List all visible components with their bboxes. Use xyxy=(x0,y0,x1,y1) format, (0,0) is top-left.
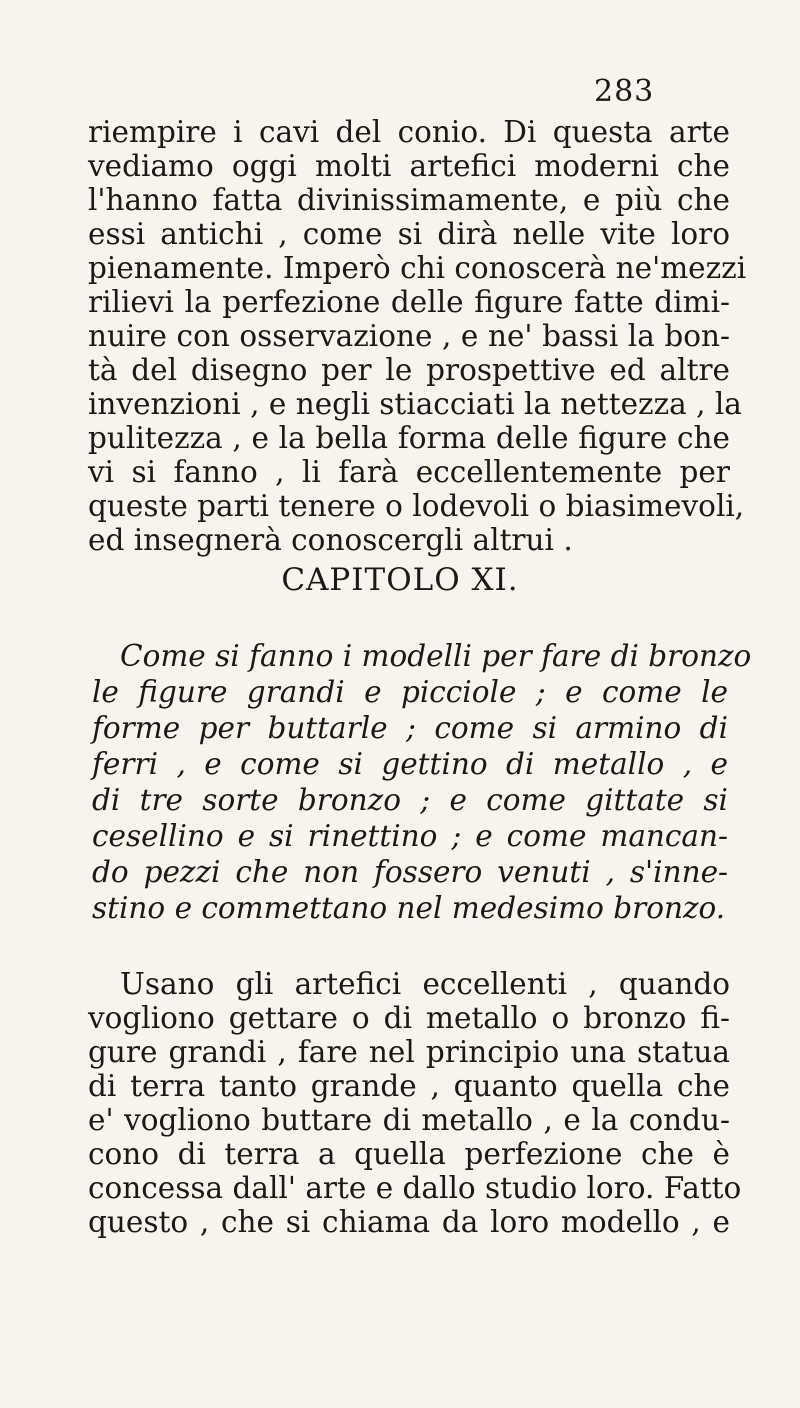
text-line: cono di terra a quella perfezione che è xyxy=(88,1137,730,1171)
text-line: vediamo oggi molti artefici moderni che xyxy=(88,149,730,183)
text-line: invenzioni , e negli stiacciati la nettezza , la xyxy=(88,387,742,421)
text-line: Usano gli artefici eccellenti , quando xyxy=(120,967,730,1001)
chapter-title-line: Come si fanno i modelli per fare di bronzo xyxy=(120,639,752,673)
text-line: ed insegnerà conoscergli altrui . xyxy=(88,523,573,557)
text-line: nuire con osservazione , e ne' bassi la bon- xyxy=(88,319,730,353)
text-line: pulitezza , e la bella forma delle figure che xyxy=(88,421,730,455)
page-number: 283 xyxy=(594,74,655,109)
chapter-title-line: cesellino e si rinettino ; e come mancan- xyxy=(92,819,728,853)
text-line: riempire i cavi del conio. Di questa arte xyxy=(88,115,730,149)
text-line: pienamente. Imperò chi conoscerà ne'mezzi xyxy=(88,251,747,285)
chapter-title-line: do pezzi che non fossero venuti , s'inne- xyxy=(92,855,728,889)
text-line: queste parti tenere o lodevoli o biasimevoli, xyxy=(88,489,745,523)
text-line: questo , che si chiama da loro modello , e xyxy=(88,1205,730,1239)
text-line: di terra tanto grande , quanto quella che xyxy=(88,1069,730,1103)
text-line: l'hanno fatta divinissimamente, e più che xyxy=(88,183,730,217)
text-line: tà del disegno per le prospettive ed altre xyxy=(88,353,730,387)
chapter-title-line: ferri , e come si gettino di metallo , e xyxy=(92,747,728,781)
text-line: vogliono gettare o di metallo o bronzo fi- xyxy=(88,1001,730,1035)
chapter-title-line: forme per buttarle ; come si armino di xyxy=(92,711,728,745)
text-line: gure grandi , fare nel principio una statua xyxy=(88,1035,730,1069)
text-line: essi antichi , come si dirà nelle vite loro xyxy=(88,217,730,251)
text-line: e' vogliono buttare di metallo , e la condu- xyxy=(88,1103,730,1137)
chapter-title-line: di tre sorte bronzo ; e come gittate si xyxy=(92,783,728,817)
text-line: vi si fanno , li farà eccellentemente per xyxy=(88,455,730,489)
chapter-heading: CAPITOLO XI. xyxy=(281,562,519,598)
chapter-title-line: le figure grandi e picciole ; e come le xyxy=(92,675,728,709)
text-line: rilievi la perfezione delle figure fatte dimi- xyxy=(88,285,730,319)
text-line: concessa dall' arte e dallo studio loro. Fatto xyxy=(88,1171,742,1205)
chapter-title-line: stino e commettano nel medesimo bronzo. xyxy=(92,891,726,925)
